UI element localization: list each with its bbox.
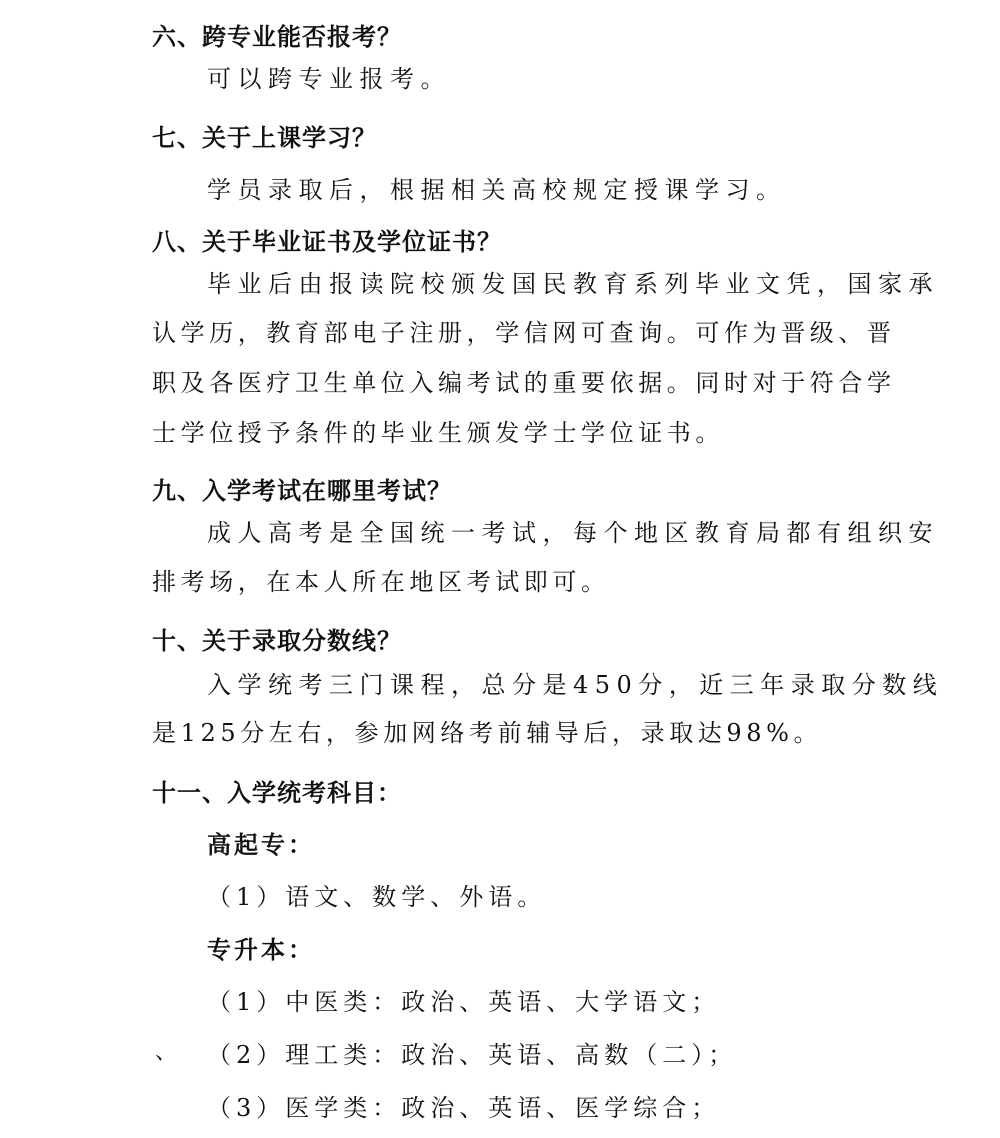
- section-10-body-line-2: 是125分左右，参加网络考前辅导后，录取达98%。: [152, 719, 823, 747]
- section-7-body-line-1: 学员录取后，根据相关高校规定授课学习。: [207, 176, 787, 204]
- section-9-body-line-1: 成人高考是全国统一考试，每个地区教育局都有组织安: [207, 519, 939, 547]
- section-heading-8: 八、关于毕业证书及学位证书？: [152, 228, 502, 256]
- section-10-body-line-1: 入学统考三门课程，总分是450分，近三年录取分数线: [207, 671, 944, 699]
- section-8-body-line-1: 毕业后由报读院校颁发国民教育系列毕业文凭，国家承: [207, 270, 939, 298]
- section-heading-9: 九、入学考试在哪里考试？: [152, 477, 452, 505]
- section-8-body-line-3: 职及各医疗卫生单位入编考试的重要依据。同时对于符合学: [152, 369, 896, 397]
- section-heading-7: 七、关于上课学习？: [152, 124, 377, 152]
- stray-mark: 、: [155, 1040, 178, 1065]
- section-6-body-line-1: 可以跨专业报考。: [207, 65, 451, 93]
- subsection-title-gaoqizhuan: 高起专：: [207, 831, 315, 859]
- subject-item: （2）理工类：政治、英语、高数（二）；: [207, 1041, 738, 1069]
- subject-item: （3）医学类：政治、英语、医学综合；: [207, 1094, 721, 1122]
- section-9-body-line-2: 排考场，在本人所在地区考试即可。: [152, 568, 610, 596]
- section-8-body-line-2: 认学历，教育部电子注册，学信网可查询。可作为晋级、晋: [152, 319, 896, 347]
- section-heading-11: 十一、入学统考科目：: [152, 779, 402, 807]
- subsection-title-zhuanshengben: 专升本：: [207, 936, 315, 964]
- section-heading-10: 十、关于录取分数线？: [152, 627, 402, 655]
- section-8-body-line-4: 士学位授予条件的毕业生颁发学士学位证书。: [152, 419, 724, 447]
- section-heading-6: 六、跨专业能否报考？: [152, 23, 402, 51]
- subject-item: （1）语文、数学、外语。: [207, 883, 547, 911]
- subject-item: （1）中医类：政治、英语、大学语文；: [207, 988, 721, 1016]
